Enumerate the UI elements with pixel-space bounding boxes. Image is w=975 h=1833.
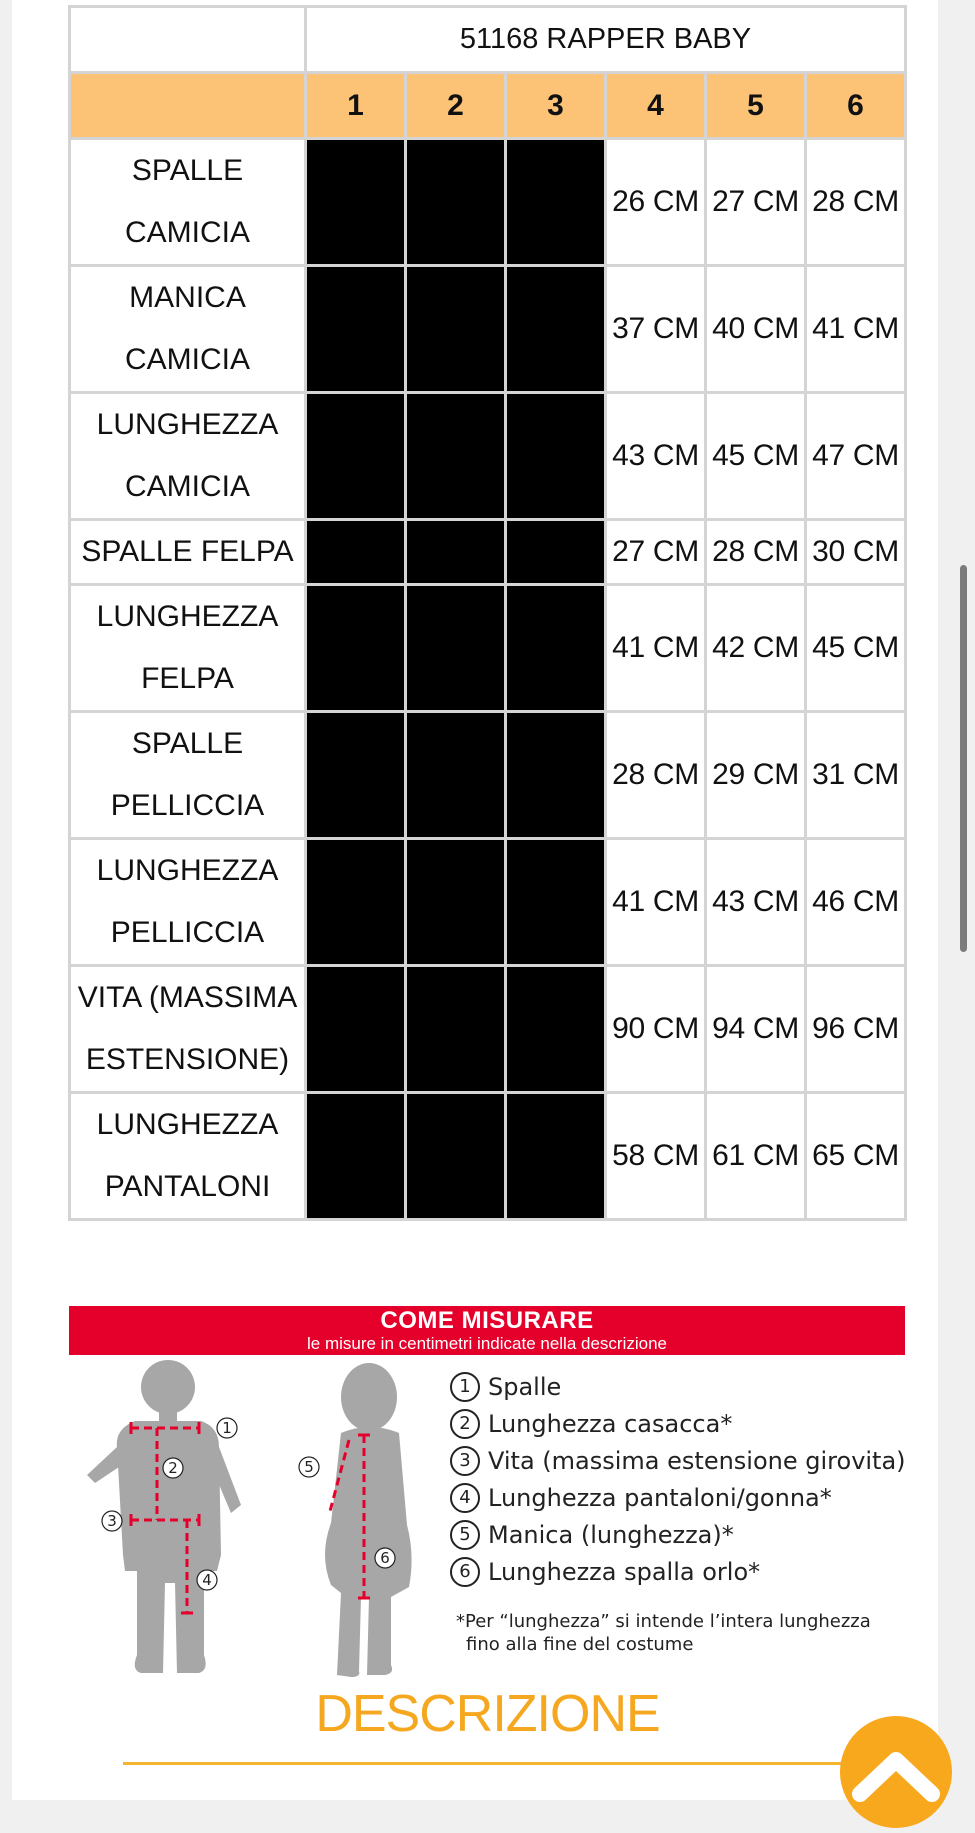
legend-label: Lunghezza casacca* bbox=[488, 1409, 733, 1438]
row-label-line: CAMICIA bbox=[124, 470, 250, 503]
redacted-cell bbox=[506, 966, 606, 1093]
row-label bbox=[70, 966, 306, 1093]
row-label-line: PELLICCIA bbox=[110, 789, 265, 822]
svg-text:3: 3 bbox=[107, 1512, 117, 1530]
size-value: 65 CM bbox=[806, 1093, 906, 1220]
redacted-cell bbox=[406, 585, 506, 712]
redacted-cell bbox=[406, 839, 506, 966]
redacted-cell bbox=[506, 839, 606, 966]
legend-item bbox=[450, 1405, 930, 1442]
row-label bbox=[70, 712, 306, 839]
legend-number: 6 bbox=[450, 1557, 480, 1587]
table-row bbox=[70, 966, 906, 1093]
size-header-row bbox=[70, 73, 906, 139]
legend-number: 1 bbox=[450, 1372, 480, 1402]
legend-item bbox=[450, 1479, 930, 1516]
size-header-3: 3 bbox=[506, 73, 606, 139]
size-value: 28 CM bbox=[706, 520, 806, 585]
back-to-top-button[interactable] bbox=[840, 1716, 952, 1828]
measure-title: COME MISURARE bbox=[380, 1307, 594, 1334]
size-value: 58 CM bbox=[606, 1093, 706, 1220]
size-value: 27 CM bbox=[706, 139, 806, 266]
row-label bbox=[70, 393, 306, 520]
size-value: 43 CM bbox=[606, 393, 706, 520]
size-header-1: 1 bbox=[306, 73, 406, 139]
redacted-cell bbox=[306, 520, 406, 585]
redacted-cell bbox=[406, 712, 506, 839]
size-value: 46 CM bbox=[806, 839, 906, 966]
size-value: 96 CM bbox=[806, 966, 906, 1093]
svg-text:5: 5 bbox=[304, 1458, 314, 1476]
legend-label: Lunghezza pantaloni/gonna* bbox=[488, 1483, 832, 1512]
size-value: 27 CM bbox=[606, 520, 706, 585]
size-value: 30 CM bbox=[806, 520, 906, 585]
row-label-line: LUNGHEZZA bbox=[96, 408, 279, 441]
row-label-line: PANTALONI bbox=[104, 1170, 271, 1203]
row-label bbox=[70, 585, 306, 712]
size-header-2: 2 bbox=[406, 73, 506, 139]
size-value: 41 CM bbox=[606, 839, 706, 966]
redacted-cell bbox=[306, 839, 406, 966]
scrollbar-thumb[interactable] bbox=[960, 565, 967, 952]
size-table-title: 51168 RAPPER BABY bbox=[306, 7, 906, 73]
child-side-figure bbox=[325, 1363, 412, 1677]
note-line: fino alla fine del costume bbox=[466, 1634, 694, 1655]
chevron-up-icon bbox=[840, 1716, 952, 1828]
row-label-line: LUNGHEZZA bbox=[96, 854, 279, 887]
legend-label: Manica (lunghezza)* bbox=[488, 1520, 734, 1549]
size-value: 47 CM bbox=[806, 393, 906, 520]
row-label-line: ESTENSIONE) bbox=[85, 1043, 290, 1076]
svg-text:6: 6 bbox=[380, 1549, 390, 1567]
row-label-line: FELPA bbox=[141, 662, 234, 695]
legend-number: 3 bbox=[450, 1446, 480, 1476]
svg-text:4: 4 bbox=[202, 1571, 212, 1589]
row-label bbox=[70, 266, 306, 393]
measure-legend bbox=[450, 1368, 930, 1590]
size-value: 45 CM bbox=[806, 585, 906, 712]
row-label-line: SPALLE bbox=[131, 154, 244, 187]
legend-label: Spalle bbox=[488, 1372, 562, 1401]
size-value: 37 CM bbox=[606, 266, 706, 393]
legend-number: 5 bbox=[450, 1520, 480, 1550]
redacted-cell bbox=[306, 393, 406, 520]
description-divider bbox=[123, 1762, 863, 1765]
size-value: 31 CM bbox=[806, 712, 906, 839]
size-value: 94 CM bbox=[706, 966, 806, 1093]
size-table-title-row bbox=[70, 7, 906, 73]
table-row bbox=[70, 266, 906, 393]
row-label bbox=[70, 520, 306, 585]
size-value: 41 CM bbox=[806, 266, 906, 393]
redacted-cell bbox=[406, 393, 506, 520]
redacted-cell bbox=[306, 139, 406, 266]
size-value: 45 CM bbox=[706, 393, 806, 520]
legend-item bbox=[450, 1516, 930, 1553]
row-label-line: LUNGHEZZA bbox=[96, 1108, 279, 1141]
size-value: 42 CM bbox=[706, 585, 806, 712]
row-label-line: PELLICCIA bbox=[110, 916, 265, 949]
redacted-cell bbox=[306, 585, 406, 712]
measure-banner bbox=[69, 1306, 905, 1355]
svg-text:1: 1 bbox=[222, 1419, 232, 1437]
row-label-line: SPALLE bbox=[131, 727, 244, 760]
table-row bbox=[70, 839, 906, 966]
row-label-line: CAMICIA bbox=[124, 343, 250, 376]
row-label-line: VITA (MASSIMA bbox=[77, 981, 298, 1014]
size-header-corner bbox=[70, 73, 306, 139]
redacted-cell bbox=[506, 585, 606, 712]
table-row bbox=[70, 139, 906, 266]
row-label bbox=[70, 1093, 306, 1220]
size-value: 41 CM bbox=[606, 585, 706, 712]
note-line: *Per “lunghezza” si intende l’intera lunghezza bbox=[456, 1611, 871, 1632]
size-value: 28 CM bbox=[806, 139, 906, 266]
measure-note bbox=[456, 1610, 916, 1656]
redacted-cell bbox=[306, 712, 406, 839]
size-header-5: 5 bbox=[706, 73, 806, 139]
table-row bbox=[70, 1093, 906, 1220]
size-value: 28 CM bbox=[606, 712, 706, 839]
redacted-cell bbox=[306, 1093, 406, 1220]
redacted-cell bbox=[406, 966, 506, 1093]
size-header-4: 4 bbox=[606, 73, 706, 139]
row-label-line: LUNGHEZZA bbox=[96, 600, 279, 633]
redacted-cell bbox=[506, 393, 606, 520]
legend-item bbox=[450, 1442, 930, 1479]
row-label-line: MANICA bbox=[129, 281, 246, 314]
size-table-corner-cell bbox=[70, 7, 306, 73]
measure-subtitle: le misure in centimetri indicate nella descrizione bbox=[307, 1334, 667, 1353]
redacted-cell bbox=[406, 520, 506, 585]
table-row bbox=[70, 712, 906, 839]
size-value: 90 CM bbox=[606, 966, 706, 1093]
table-row bbox=[70, 585, 906, 712]
size-value: 61 CM bbox=[706, 1093, 806, 1220]
child-measure-illustration bbox=[69, 1355, 449, 1685]
redacted-cell bbox=[406, 266, 506, 393]
redacted-cell bbox=[506, 139, 606, 266]
redacted-cell bbox=[506, 1093, 606, 1220]
size-header-6: 6 bbox=[806, 73, 906, 139]
legend-item bbox=[450, 1368, 930, 1405]
legend-number: 2 bbox=[450, 1409, 480, 1439]
row-label bbox=[70, 139, 306, 266]
size-value: 43 CM bbox=[706, 839, 806, 966]
table-row bbox=[70, 393, 906, 520]
redacted-cell bbox=[506, 712, 606, 839]
row-label bbox=[70, 839, 306, 966]
table-row bbox=[70, 520, 906, 585]
redacted-cell bbox=[506, 266, 606, 393]
legend-label: Lunghezza spalla orlo* bbox=[488, 1557, 761, 1586]
svg-text:2: 2 bbox=[168, 1459, 178, 1477]
redacted-cell bbox=[406, 139, 506, 266]
redacted-cell bbox=[506, 520, 606, 585]
legend-label: Vita (massima estensione girovita) bbox=[488, 1446, 906, 1475]
redacted-cell bbox=[306, 966, 406, 1093]
redacted-cell bbox=[406, 1093, 506, 1220]
legend-number: 4 bbox=[450, 1483, 480, 1513]
row-label-line: SPALLE FELPA bbox=[81, 535, 294, 568]
legend-item bbox=[450, 1553, 930, 1590]
description-heading: DESCRIZIONE bbox=[315, 1685, 660, 1743]
row-label-line: CAMICIA bbox=[124, 216, 250, 249]
size-table bbox=[68, 5, 907, 1221]
size-value: 26 CM bbox=[606, 139, 706, 266]
size-value: 29 CM bbox=[706, 712, 806, 839]
size-value: 40 CM bbox=[706, 266, 806, 393]
redacted-cell bbox=[306, 266, 406, 393]
